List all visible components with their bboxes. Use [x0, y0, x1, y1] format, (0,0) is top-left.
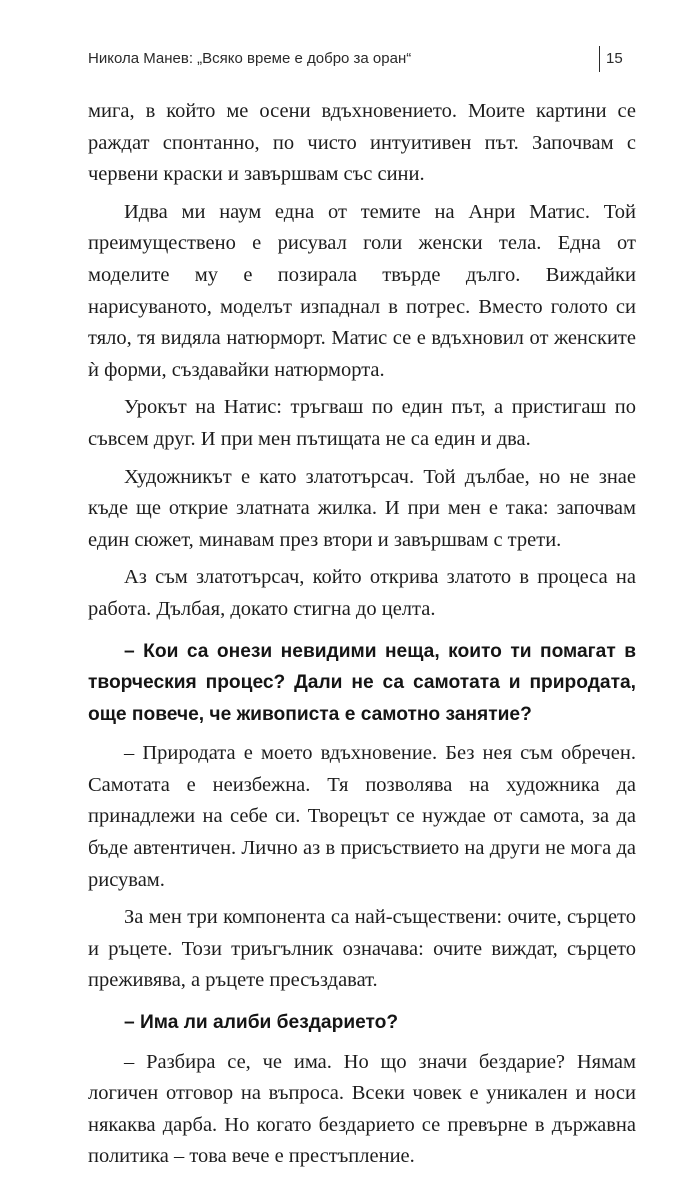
header-divider: [599, 46, 601, 72]
paragraph: Урокът на Натис: тръгваш по един път, а пристигаш по съвсем друг. И при мен пътищата не са един и два.: [88, 396, 636, 450]
paragraph-continuation: мига, в който ме осени вдъхновението. Моите картини се раждат спонтанно, по чисто интуитивен път. Започвам с червени краски и завършвам със сини.: [88, 100, 636, 186]
paragraph: – Природата е моето вдъхновение. Без нея съм обречен. Самотата е неизбежна. Тя позволява на художника да принадлежи на себе си. Творецът се нуждае от самота, за да бъде автентичен. Лично аз в присъствието на други не мога да рисувам.: [88, 742, 636, 891]
paragraph: – Разбира се, че има. Но що значи бездарие? Нямам логичен отговор на въпроса. Всеки човек е уникален и носи някаква дарба. Но когато бездарието се превърне в държавна политика – това вече е престъпление.: [88, 1050, 636, 1168]
interview-question: – Кои са онези невидими неща, които ти помагат в творческия процес? Дали не са самотата и природата, още повече, че живописта е самотно занятие?: [88, 640, 636, 725]
running-header: [88, 46, 636, 74]
paragraph: Художникът е като златотърсач. Той дълбае, но не знае къде ще открие златната жилка. И при мен е така: започвам един сюжет, минавам през втори и завършвам с трети.: [88, 465, 636, 551]
header-title: Никола Манев: „Всяко време е добро за оран“: [88, 50, 412, 67]
body-text: [88, 96, 636, 1179]
paragraph: За мен три компонента са най-съществени: очите, сърцето и ръцете. Този триъгълник означава: очите виждат, сърцето преживява, а ръцете пресъздават.: [88, 906, 636, 992]
interview-question: – Има ли алиби бездарието?: [124, 1012, 399, 1034]
paragraph: Аз съм златотърсач, който открива златото в процеса на работа. Дълбая, докато стигна до целта.: [88, 566, 636, 620]
paragraph: Идва ми наум една от темите на Анри Матис. Той преимуществено е рисувал голи женски тела. Една от моделите му е позирала твърде дълго. Виждайки нарисуваното, моделът изпаднал в потрес. Вместо голото си тяло, тя видяла натюрморт. Матис се е вдъхновил от женските ѝ форми, създавайки натюрморта.: [88, 200, 636, 381]
page-number: 15: [606, 50, 623, 67]
